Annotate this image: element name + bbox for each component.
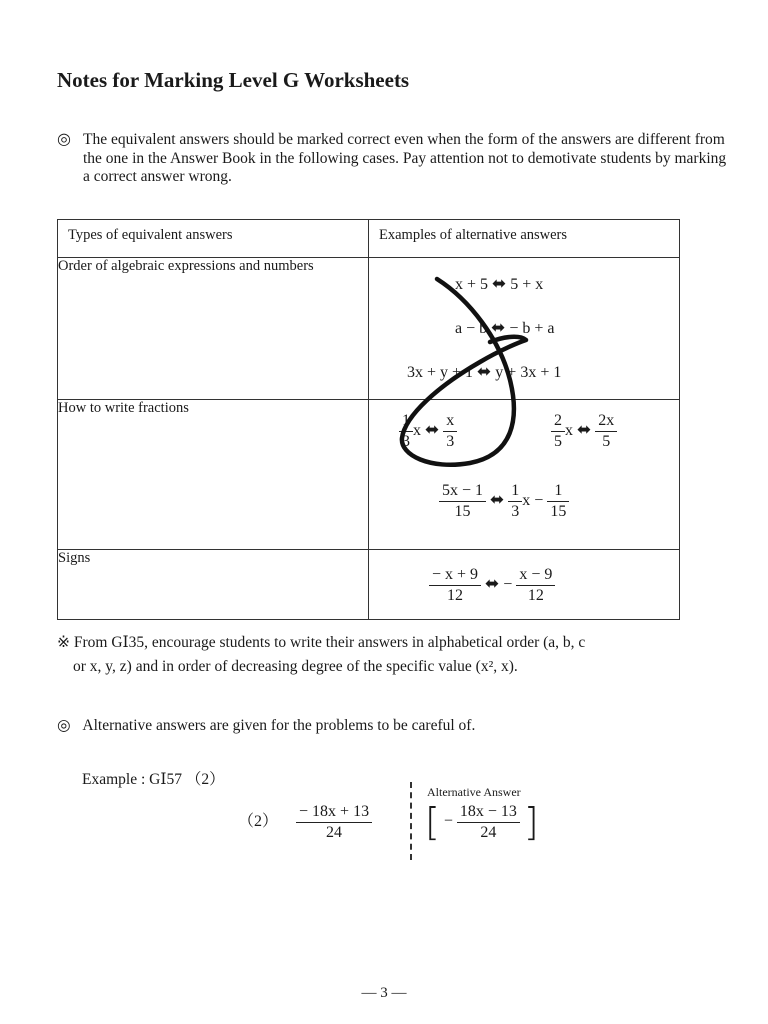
fraction: $\frac{1}{15}$ [547,482,569,521]
answer-fraction: $\frac{- 18x + 13}{24}$ [296,803,372,842]
expr-right: y + 3x + 1 [495,364,562,381]
fraction: $\frac{x}{3}$ [443,412,457,451]
fraction: $\frac{5x - 1}{15}$ [439,482,486,521]
note-line-1: ※ From GⅠ35, encourage students to write their answers in alphabetical order (a, b, c [57,634,586,651]
double-arrow-icon: ⬌ [491,318,506,338]
alt-intro-text: Alternative answers are given for the problems to be careful of. [82,717,476,734]
expr-left: x + 5 [455,276,489,293]
row-type-label: Order of algebraic expressions and numbers [58,258,369,400]
expr-right: 5 + x [510,276,544,293]
header-types: Types of equivalent answers [58,220,369,258]
intro-text: The equivalent answers should be marked correct even when the form of the answers are different from the one in the Answer Book in the following cases. Pay attention not to demotivate students by marking a correct answer wrong. [83,131,727,185]
example-fraction-2: $\frac{2}{5}$ x ⬌ $\frac{2x}{5}$ [551,412,617,451]
example-signs: $\frac{- x + 9}{12}$ ⬌ − $\frac{x - 9}{12}$ [429,566,555,605]
double-arrow-icon: ⬌ [492,274,507,294]
example-fraction-1: $\frac{1}{3}$ x ⬌ $\frac{x}{3}$ [399,412,457,451]
close-bracket: ] [523,800,539,844]
double-arrow-icon: ⬌ [477,362,492,382]
fraction: $\frac{1}{3}$ [399,412,413,451]
header-examples: Examples of alternative answers [369,220,680,258]
expr-right: − b + a [509,320,555,337]
problem-number: （2） [238,813,279,831]
row-type-label: Signs [58,550,369,620]
expr-left: 3x + y + 1 [407,364,474,381]
alternative-answer-label: Alternative Answer [427,785,521,799]
alt-fraction: $\frac{18x - 13}{24}$ [457,803,520,842]
example-fraction-3: $\frac{5x - 1}{15}$ ⬌ $\frac{1}{3}$ x − $\frac{1}{15}$ [439,482,569,521]
note-line-2: or x, y, z) and in order of decreasing degree of the specific value (x², x). [73,658,518,675]
fraction: $\frac{2}{5}$ [551,412,565,451]
alt-sign: − [443,812,453,830]
expr-left: a − b [455,320,488,337]
fraction: $\frac{1}{3}$ [508,482,522,521]
double-circle-bullet: ◎ [57,717,71,734]
fraction: $\frac{2x}{5}$ [595,412,617,451]
double-arrow-icon: ⬌ [425,420,440,441]
double-arrow-icon: ⬌ [485,574,500,595]
double-arrow-icon: ⬌ [577,420,592,441]
double-circle-bullet: ◎ [57,131,71,148]
example-label: Example : GⅠ57 （2） [82,771,225,788]
double-arrow-icon: ⬌ [490,490,505,511]
fraction: $\frac{- x + 9}{12}$ [429,566,481,605]
fraction: $\frac{x - 9}{12}$ [516,566,555,605]
open-bracket: [ [425,800,440,844]
page-title: Notes for Marking Level G Worksheets [57,68,410,92]
row-type-label: How to write fractions [58,400,369,550]
page-number: — 3 — [361,985,407,1001]
